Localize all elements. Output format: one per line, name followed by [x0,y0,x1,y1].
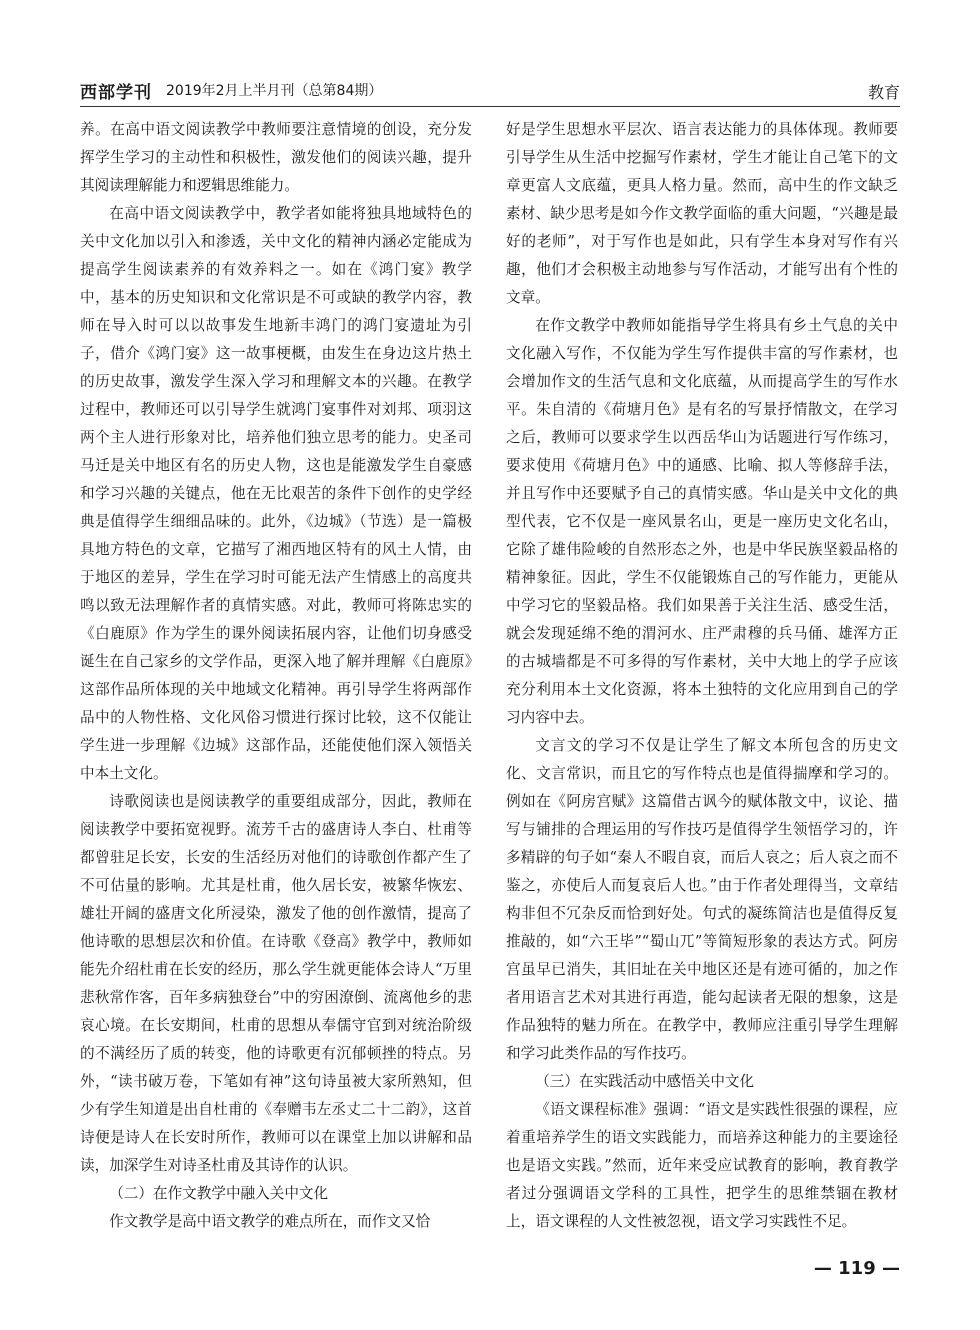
right-column [506,116,898,1248]
paragraph: 作文教学是高中语文教学的难点所在，而作文又恰 [109,1213,431,1230]
section-heading: （三）在实践活动中感悟关中文化 [535,1073,755,1090]
paragraph: 在作文教学中教师如能指导学生将具有乡土气息的关中文化融入写作，不仅能为学生写作提供丰富的写作素材，也会增加作文的生活气息和文化底蕴，从而提高学生的写作水平。朱自清的《荷塘月色》是有名的写景抒情散文，在学习之后，教师可以要求学生以西岳华山为话题进行写作练习，要求使用《荷塘月色》中的通感、比喻、拟人等修辞手法，并且写作中还要赋予自己的真情实感。华山是关中文化的典型代表，它不仅是一座风景名山，更是一座历史文化名山，它除了雄伟险峻的自然形态之外，也是中华民族坚毅品格的精神象征。因此，学生不仅能锻炼自己的写作能力，更能从中学习它的坚毅品格。我们如果善于关注生活、感受生活，就会发现延绵不绝的渭河水、庄严肃穆的兵马俑、雄浑方正的古城墙都是不可多得的写作素材，关中大地上的学子应该充分利用本土文化资源，将本土独特的文化应用到自己的学习内容中去。 [506,317,898,726]
paragraph: 诗歌阅读也是阅读教学的重要组成部分，因此，教师在阅读教学中要拓宽视野。流芳千古的盛唐诗人李白、杜甫等都曾驻足长安，长安的生活经历对他们的诗歌创作都产生了不可估量的影响。尤其是杜甫，他久居长安，被繁华恢宏、雄壮开阔的盛唐文化所浸染，激发了他的创作激情，提高了他诗歌的思想层次和价值。在诗歌《登高》教学中，教师如能先介绍杜甫在长安的经历，那么学生就更能体会诗人“万里悲秋常作客，百年多病独登台”中的穷困潦倒、流离他乡的悲哀心境。在长安期间，杜甫的思想从奉儒守官到对统治阶级的不满经历了质的转变，他的诗歌更有沉郁顿挫的特点。另外，“读书破万卷，下笔如有神”这句诗虽被大家所熟知，但少有学生知道是出自杜甫的《奉赠韦左丞丈二十二韵》，这首诗便是诗人在长安时所作，教师可以在课堂上加以讲解和品读，加深学生对诗圣杜甫及其诗作的认识。 [80,793,472,1174]
section-label: 教育 [867,83,900,102]
section-heading: （二）在作文教学中融入关中文化 [109,1185,329,1202]
paragraph: 养。在高中语文阅读教学中教师要注意情境的创设，充分发挥学生学习的主动性和积极性，激发他们的阅读兴趣，提升其阅读理解能力和逻辑思维能力。 [80,121,472,194]
journal-title: 西部学刊 [80,83,152,103]
running-header [80,74,900,104]
paragraph: 好是学生思想水平层次、语言表达能力的具体体现。教师要引导学生从生活中挖掘写作素材，学生才能让自己笔下的文章更富人文底蕴，更具人格力量。然而，高中生的作文缺乏素材、缺少思考是如今作文教学面临的重大问题，“兴趣是最好的老师”，对于写作也是如此，只有学生本身对写作有兴趣，他们才会积极主动地参与写作活动，才能写出有个性的文章。 [506,121,898,306]
issue-info: 2019年2月上半月刊（总第84期） [166,83,383,99]
page-number: — 119 — [813,1258,900,1279]
header-rule [80,106,900,107]
left-column [80,116,472,1248]
paragraph: 《语文课程标准》强调：“语文是实践性很强的课程，应着重培养学生的语文实践能力，而培养这种能力的主要途径也是语文实践。”然而，近年来受应试教育的影响，教育教学者过分强调语文学科的工具性，把学生的思维禁锢在教材上，语文课程的人文性被忽视，语文学习实践性不足。 [506,1101,898,1230]
paragraph: 文言文的学习不仅是让学生了解文本所包含的历史文化、文言常识，而且它的写作特点也是值得揣摩和学习的。例如在《阿房宫赋》这篇借古讽今的赋体散文中，议论、描写与铺排的合理运用的写作技巧是值得学生领悟学习的，许多精辟的句子如“秦人不暇自哀，而后人哀之；后人哀之而不鉴之，亦使后人而复哀后人也。”由于作者处理得当，文章结构非但不冗杂反而恰到好处。句式的凝练简洁也是值得反复推敲的，如“六王毕”“蜀山兀”等简短形象的表达方式。阿房宫虽早已消失，其旧址在关中地区还是有迹可循的，加之作者用语言艺术对其进行再造，能勾起读者无限的想象，这是作品独特的魅力所在。在教学中，教师应注重引导学生理解和学习此类作品的写作技巧。 [506,737,898,1062]
paragraph: 在高中语文阅读教学中，教学者如能将独具地域特色的关中文化加以引入和渗透，关中文化的精神内涵必定能成为提高学生阅读素养的有效养料之一。如在《鸿门宴》教学中，基本的历史知识和文化常识是不可或缺的教学内容，教师在导入时可以以故事发生地新丰鸿门的鸿门宴遗址为引子，借介《鸿门宴》这一故事梗概，由发生在身边这片热土的历史故事，激发学生深入学习和理解文本的兴趣。在教学过程中，教师还可以引导学生就鸿门宴事件对刘邦、项羽这两个主人进行形象对比，培养他们独立思考的能力。史圣司马迁是关中地区有名的历史人物，这也是能激发学生自豪感和学习兴趣的关键点，他在无比艰苦的条件下创作的史学经典是值得学生细细品味的。此外，《边城》（节选）是一篇极具地方特色的文章，它描写了湘西地区特有的风土人情，由于地区的差异，学生在学习时可能无法产生情感上的高度共鸣以致无法理解作者的真情实感。对此，教师可将陈忠实的《白鹿原》作为学生的课外阅读拓展内容，让他们切身感受诞生在自己家乡的文学作品，更深入地了解并理解《白鹿原》这部作品所体现的关中地域文化精神。再引导学生将两部作品中的人物性格、文化风俗习惯进行探讨比较，这不仅能让学生进一步理解《边城》这部作品，还能使他们深入领悟关中本土文化。 [80,205,472,782]
